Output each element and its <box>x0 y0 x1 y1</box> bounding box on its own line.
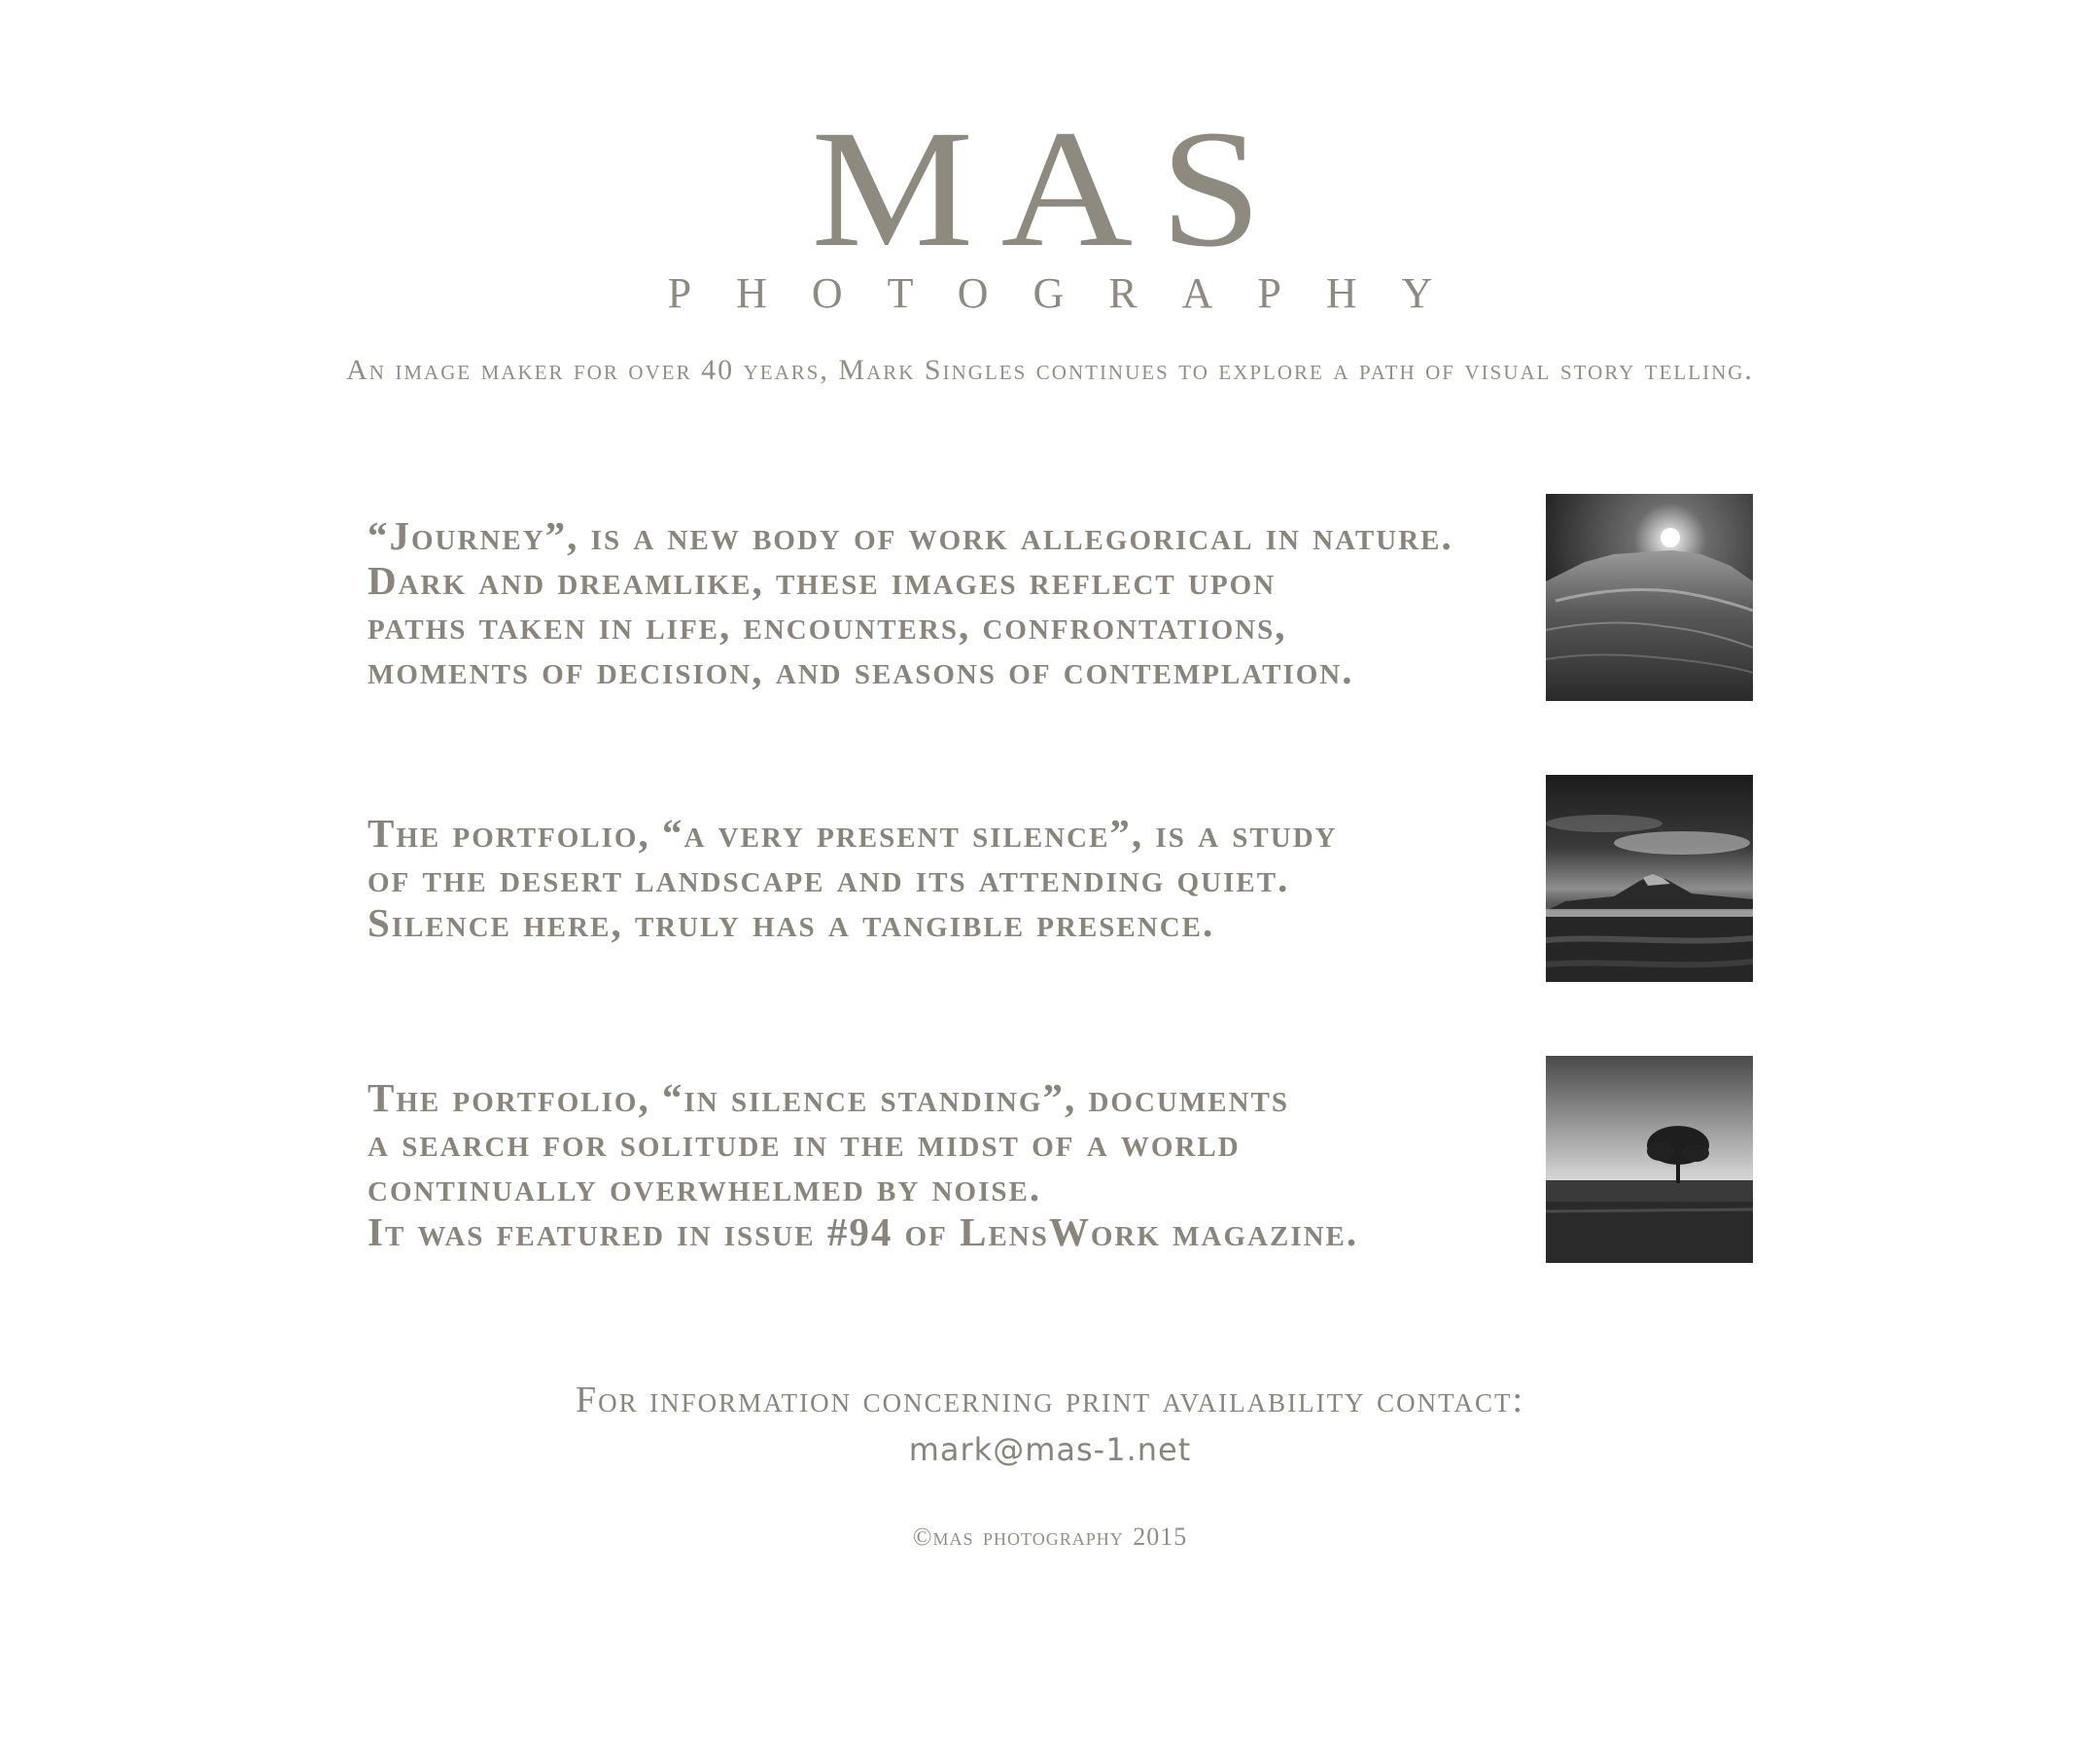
site-subtitle: PHOTOGRAPHY <box>667 269 1478 317</box>
journey-thumbnail[interactable] <box>1546 494 1753 701</box>
copyright-text: ©mas photography 2015 <box>912 1522 1188 1551</box>
copyright <box>0 1522 2100 1552</box>
description-line: The portfolio, “in silence standing”, documents <box>368 1075 1289 1120</box>
logo-text: MAS <box>811 94 1289 282</box>
description-line: It was featured in issue #94 of LensWork magazine. <box>368 1209 1359 1254</box>
description-line: of the desert landscape and its attending quiet. <box>368 856 1290 900</box>
desert-mountain-photo <box>1546 775 1753 982</box>
site-logo <box>0 94 2100 282</box>
tagline: An image maker for over 40 years, Mark Singles continues to explore a path of visual story telling. <box>346 354 1754 386</box>
description-line: Dark and dreamlike, these images reflect upon <box>368 558 1277 603</box>
description-line: “Journey”, is a new body of work allegorical in nature. <box>368 513 1453 558</box>
portfolio-present-silence-description <box>368 811 1515 945</box>
lone-tree-photo <box>1546 1056 1753 1263</box>
silence-standing-thumbnail[interactable] <box>1546 1056 1753 1263</box>
description-line: a search for solitude in the midst of a world <box>368 1120 1241 1165</box>
present-silence-thumbnail[interactable] <box>1546 775 1753 982</box>
contact-email-link[interactable]: mark@mas-1.net <box>908 1431 1192 1468</box>
description-line: The portfolio, “a very present silence”, is a study <box>368 811 1338 856</box>
contact-text: For information concerning print availability contact: <box>575 1380 1525 1420</box>
portfolio-silence-standing-description <box>368 1075 1515 1254</box>
description-line: Silence here, truly has a tangible presence. <box>368 900 1215 945</box>
description-line: paths taken in life, encounters, confrontations, <box>368 603 1287 648</box>
portfolio-journey-description <box>368 513 1515 692</box>
description-line: continually overwhelmed by noise. <box>368 1165 1042 1209</box>
description-line: moments of decision, and seasons of contemplation. <box>368 648 1354 692</box>
moon-over-rock-photo <box>1546 494 1753 701</box>
